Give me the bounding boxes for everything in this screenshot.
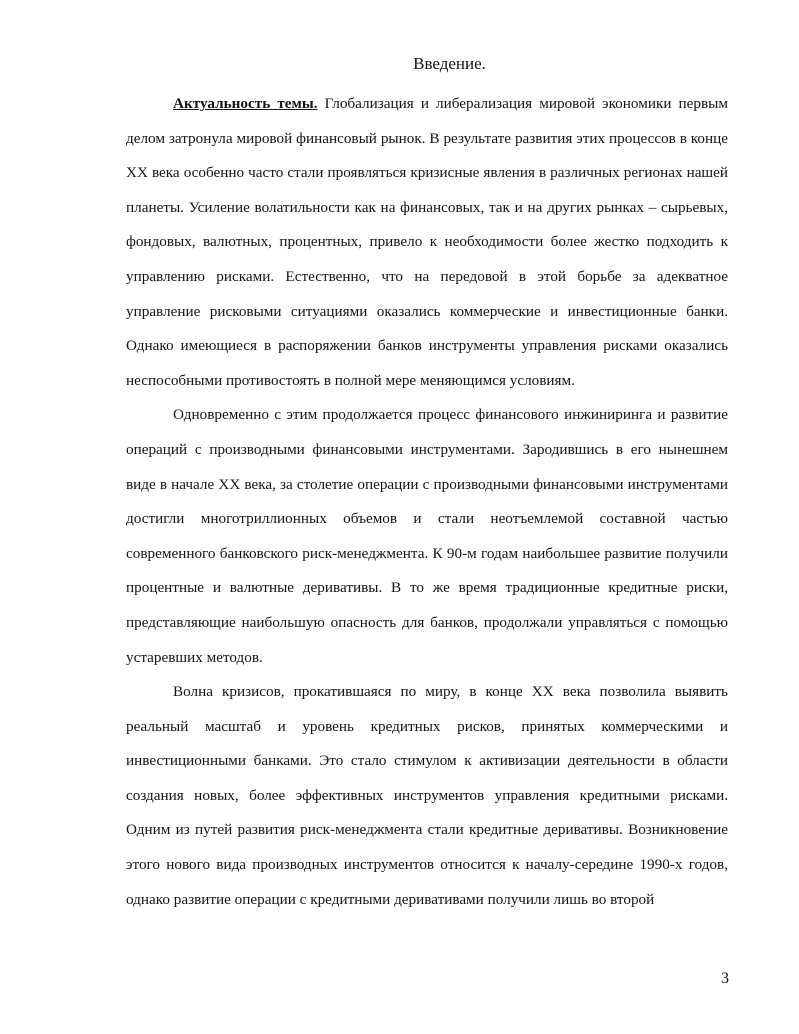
relevance-lead: Актуальность темы. <box>173 95 318 112</box>
paragraph-derivatives: Одновременно с этим продолжается процесс финансового инжиниринга и развитие операций с производными финансовыми инструментами. Зародившись в его нынешнем виде в начале XX века, за столетие операции с производными финансовыми инструментами достигли многотриллионных объемов и стали неотъемлемой составной частью современного банковского риск-менеджмента. К 90-м годам наибольшее развитие получили процентные и валютные деривативы. В то же время традиционные кредитные риски, представляющие наибольшую опасность для банков, продолжали управляться с помощью устаревших методов. <box>126 406 728 666</box>
page-number: 3 <box>721 970 729 987</box>
document-body <box>126 87 728 917</box>
page-heading: Введение. <box>413 54 486 73</box>
paragraph-relevance <box>126 87 728 398</box>
relevance-body: Глобализация и либерализация мировой экономики первым делом затронула мировой финансовый рынок. В результате развития этих процессов в конце XX века особенно часто стали проявляться кризисные явления в различных регионах нашей планеты. Усиление волатильности как на финансовых, так и на других рынках – сырьевых, фондовых, валютных, процентных, привело к необходимости более жестко подходить к управлению рисками. Естественно, что на передовой в этой борьбе за адекватное управление рисковыми ситуациями оказались коммерческие и инвестиционные банки. Однако имеющиеся в распоряжении банков инструменты управления рисками оказались неспособными противостоять в полной мере меняющимся условиям. <box>126 95 728 389</box>
paragraph-crisis: Волна кризисов, прокатившаяся по миру, в конце XX века позволила выявить реальный масштаб и уровень кредитных рисков, принятых коммерческими и инвестиционными банками. Это стало стимулом к активизации деятельности в области создания новых, более эффективных инструментов управления кредитными рисками. Одним из путей развития риск-менеджмента стали кредитные деривативы. Возникновение этого нового вида производных инструментов относится к началу-середине 1990-х годов, однако развитие операции с кредитными деривативами получили лишь во второй <box>126 683 728 908</box>
